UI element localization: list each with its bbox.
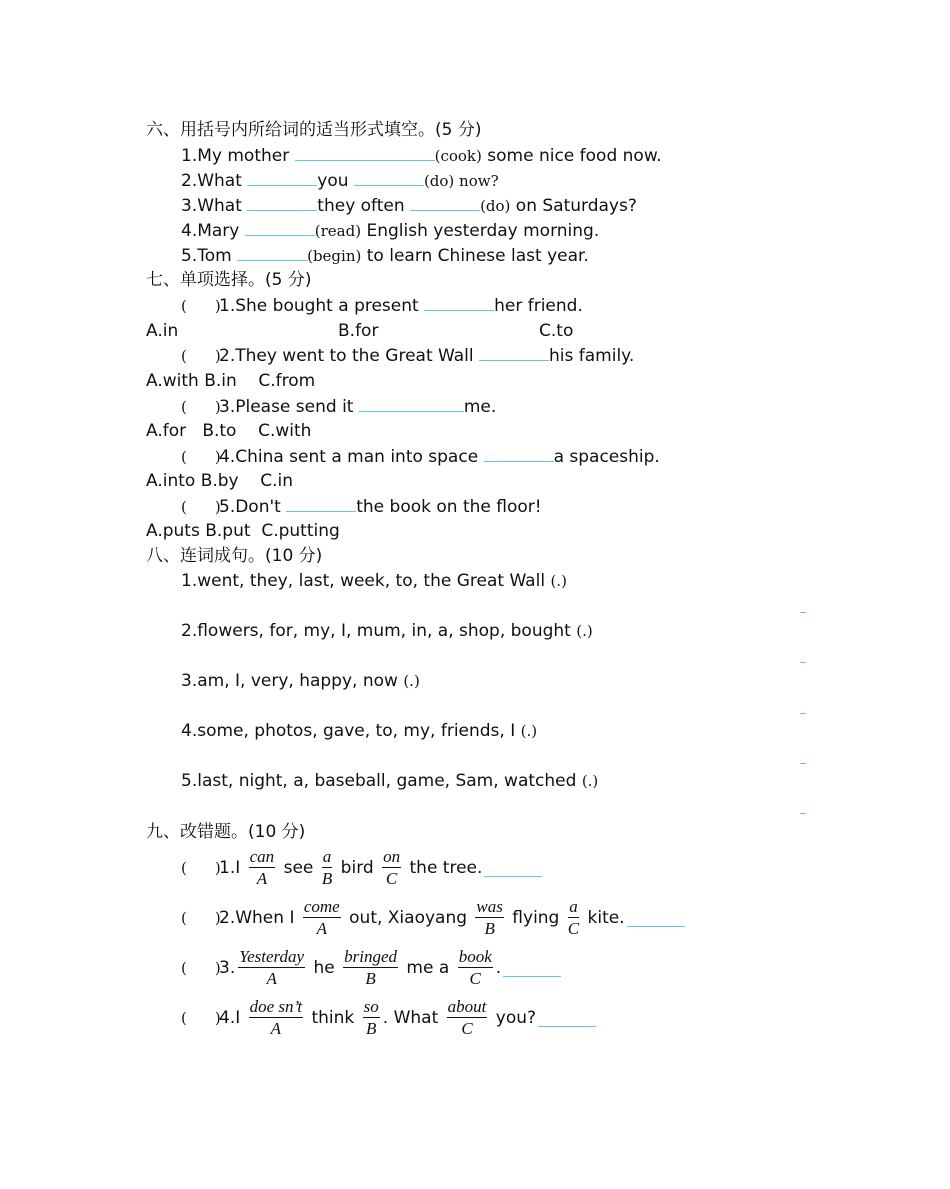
word-list: 2.flowers, for, my, I, mum, in, a, shop, bought bbox=[181, 621, 577, 641]
answer-blank bbox=[359, 395, 464, 412]
s7-question-5 bbox=[181, 495, 542, 517]
correction-blank[interactable] bbox=[503, 960, 561, 977]
q-text: me. bbox=[463, 397, 497, 417]
q-text: you bbox=[317, 171, 354, 191]
q-text: me a bbox=[401, 958, 455, 978]
q-text: a spaceship. bbox=[553, 447, 660, 467]
option-b-fraction: $\frac{so}{B}$ bbox=[363, 997, 379, 1038]
option-b: B.for bbox=[338, 321, 379, 341]
q-text: they often bbox=[317, 196, 411, 216]
answer-paren[interactable]: ( ) bbox=[181, 859, 221, 877]
option-c: C.to bbox=[539, 321, 574, 341]
option-c-fraction: $\frac{on}{C}$ bbox=[383, 847, 401, 888]
q-text: now? bbox=[454, 172, 499, 190]
s8-item-1 bbox=[181, 570, 567, 592]
q-text: 2.They went to the Great Wall bbox=[219, 346, 480, 366]
option-a-fraction: $\frac{\text{doe sn’t}}{A}$ bbox=[249, 997, 303, 1038]
answer-paren[interactable]: ( ) bbox=[181, 1009, 221, 1027]
q-text: English yesterday morning. bbox=[361, 221, 600, 241]
s6-question-1 bbox=[181, 144, 662, 166]
answer-paren[interactable]: ( ) bbox=[181, 297, 221, 315]
punct-hint: (.) bbox=[581, 772, 599, 790]
q-text: . bbox=[495, 958, 502, 978]
s7-question-3 bbox=[181, 395, 496, 417]
word-list: 4.some, photos, gave, to, my, friends, I bbox=[181, 721, 521, 741]
punct-hint: (.) bbox=[403, 672, 420, 690]
answer-blank[interactable] bbox=[247, 194, 317, 211]
q-text: 4.Mary bbox=[181, 221, 245, 241]
option-a-fraction: $\frac{\text{Yesterday}}{A}$ bbox=[239, 947, 305, 988]
answer-paren[interactable]: ( ) bbox=[181, 398, 221, 416]
s7-question-1 bbox=[181, 294, 583, 316]
q-text: 3. bbox=[219, 958, 236, 978]
q-text: bird bbox=[335, 858, 380, 878]
section6-title: 六、用括号内所给词的适当形式填空。(5 分) bbox=[146, 120, 482, 140]
section7-title: 七、单项选择。(5 分) bbox=[146, 270, 312, 290]
section8-title: 八、连词成句。(10 分) bbox=[146, 546, 323, 566]
answer-blank[interactable] bbox=[410, 194, 480, 211]
q-text: to learn Chinese last year. bbox=[361, 246, 589, 266]
option-c-fraction: $\frac{a}{C}$ bbox=[567, 897, 580, 938]
word-hint: (do) bbox=[480, 197, 511, 215]
s6-question-4 bbox=[181, 219, 599, 241]
word-list: 3.am, I, very, happy, now bbox=[181, 671, 404, 691]
q-text: see bbox=[278, 858, 319, 878]
q-text: 1.My mother bbox=[181, 146, 295, 166]
word-list: 1.went, they, last, week, to, the Great Wall bbox=[181, 571, 551, 591]
answer-blank[interactable] bbox=[354, 169, 424, 186]
q-text: 2.What bbox=[181, 171, 248, 191]
s8-item-2 bbox=[181, 620, 593, 642]
s6-question-5 bbox=[181, 244, 589, 266]
option-a: A.in bbox=[146, 321, 179, 341]
s7-options-3: A.for B.to C.with bbox=[146, 421, 312, 441]
q-text: 2.When I bbox=[219, 908, 300, 928]
q-text: 4.I bbox=[219, 1008, 246, 1028]
s7-question-4 bbox=[181, 445, 660, 467]
answer-paren[interactable]: ( ) bbox=[181, 347, 221, 365]
s8-item-4 bbox=[181, 720, 537, 742]
q-text: 1.She bought a present bbox=[219, 296, 425, 316]
q-text: 3.What bbox=[181, 196, 248, 216]
q-text: 5.Don't bbox=[219, 497, 287, 517]
answer-line-mark bbox=[800, 713, 806, 714]
punct-hint: (.) bbox=[576, 622, 593, 640]
s9-question-3 bbox=[181, 943, 561, 993]
correction-blank[interactable] bbox=[538, 1010, 596, 1027]
q-text: on Saturdays? bbox=[510, 196, 637, 216]
word-hint: (do) bbox=[423, 172, 455, 190]
s9-question-1 bbox=[181, 843, 542, 893]
q-text: you? bbox=[490, 1008, 537, 1028]
q-text: kite. bbox=[582, 908, 625, 928]
answer-line-mark bbox=[800, 813, 806, 814]
correction-blank[interactable] bbox=[627, 910, 685, 927]
word-hint: (begin) bbox=[307, 247, 362, 265]
q-text: some nice food now. bbox=[481, 146, 662, 166]
option-b-fraction: $\frac{\text{bringed}}{B}$ bbox=[344, 947, 398, 988]
q-text: think bbox=[306, 1008, 360, 1028]
option-a-fraction: $\frac{\text{can}}{A}$ bbox=[249, 847, 275, 888]
answer-blank[interactable] bbox=[295, 144, 435, 161]
option-b-fraction: $\frac{\text{was}}{B}$ bbox=[476, 897, 503, 938]
answer-paren[interactable]: ( ) bbox=[181, 498, 221, 516]
q-text: 5.Tom bbox=[181, 246, 238, 266]
s6-question-2 bbox=[181, 169, 499, 191]
option-c-fraction: $\frac{\text{book}}{C}$ bbox=[458, 947, 492, 988]
answer-blank[interactable] bbox=[237, 244, 307, 261]
answer-paren[interactable]: ( ) bbox=[181, 909, 221, 927]
q-text: . What bbox=[382, 1008, 444, 1028]
q-text: 4.China sent a man into space bbox=[219, 447, 484, 467]
punct-hint: (.) bbox=[520, 722, 538, 740]
section9-title: 九、改错题。(10 分) bbox=[146, 822, 306, 842]
answer-blank bbox=[484, 445, 554, 462]
option-b-fraction: $\frac{a}{B}$ bbox=[321, 847, 333, 888]
option-a-fraction: $\frac{\text{come}}{A}$ bbox=[303, 897, 340, 938]
q-text: 3.Please send it bbox=[219, 397, 359, 417]
correction-blank[interactable] bbox=[484, 860, 542, 877]
q-text: out, Xiaoyang bbox=[343, 908, 473, 928]
s7-options-5: A.puts B.put C.putting bbox=[146, 521, 340, 541]
q-text: flying bbox=[506, 908, 565, 928]
word-hint: (read) bbox=[314, 222, 362, 240]
answer-blank bbox=[424, 294, 494, 311]
answer-line-mark bbox=[800, 612, 806, 613]
answer-blank[interactable] bbox=[245, 219, 315, 236]
answer-line-mark bbox=[800, 662, 806, 663]
q-text: the book on the floor! bbox=[356, 497, 542, 517]
answer-line-mark bbox=[800, 763, 806, 764]
answer-blank bbox=[479, 344, 549, 361]
s9-question-2 bbox=[181, 893, 685, 943]
answer-paren[interactable]: ( ) bbox=[181, 448, 221, 466]
s7-question-2 bbox=[181, 344, 634, 366]
q-text: he bbox=[308, 958, 341, 978]
answer-paren[interactable]: ( ) bbox=[181, 959, 221, 977]
q-text: 1.I bbox=[219, 858, 246, 878]
word-hint: (cook) bbox=[434, 147, 482, 165]
answer-blank[interactable] bbox=[247, 169, 317, 186]
s9-question-4 bbox=[181, 993, 596, 1043]
s7-options-4: A.into B.by C.in bbox=[146, 471, 294, 491]
q-text: his family. bbox=[549, 346, 635, 366]
q-text: her friend. bbox=[494, 296, 583, 316]
option-c-fraction: $\frac{\text{about}}{C}$ bbox=[447, 997, 487, 1038]
q-text: the tree. bbox=[404, 858, 483, 878]
answer-blank bbox=[286, 495, 356, 512]
s6-question-3 bbox=[181, 194, 637, 216]
word-list: 5.last, night, a, baseball, game, Sam, watched bbox=[181, 771, 582, 791]
s7-options-2: A.with B.in C.from bbox=[146, 371, 316, 391]
punct-hint: (.) bbox=[550, 572, 567, 590]
s8-item-3 bbox=[181, 670, 420, 692]
s8-item-5 bbox=[181, 770, 598, 792]
